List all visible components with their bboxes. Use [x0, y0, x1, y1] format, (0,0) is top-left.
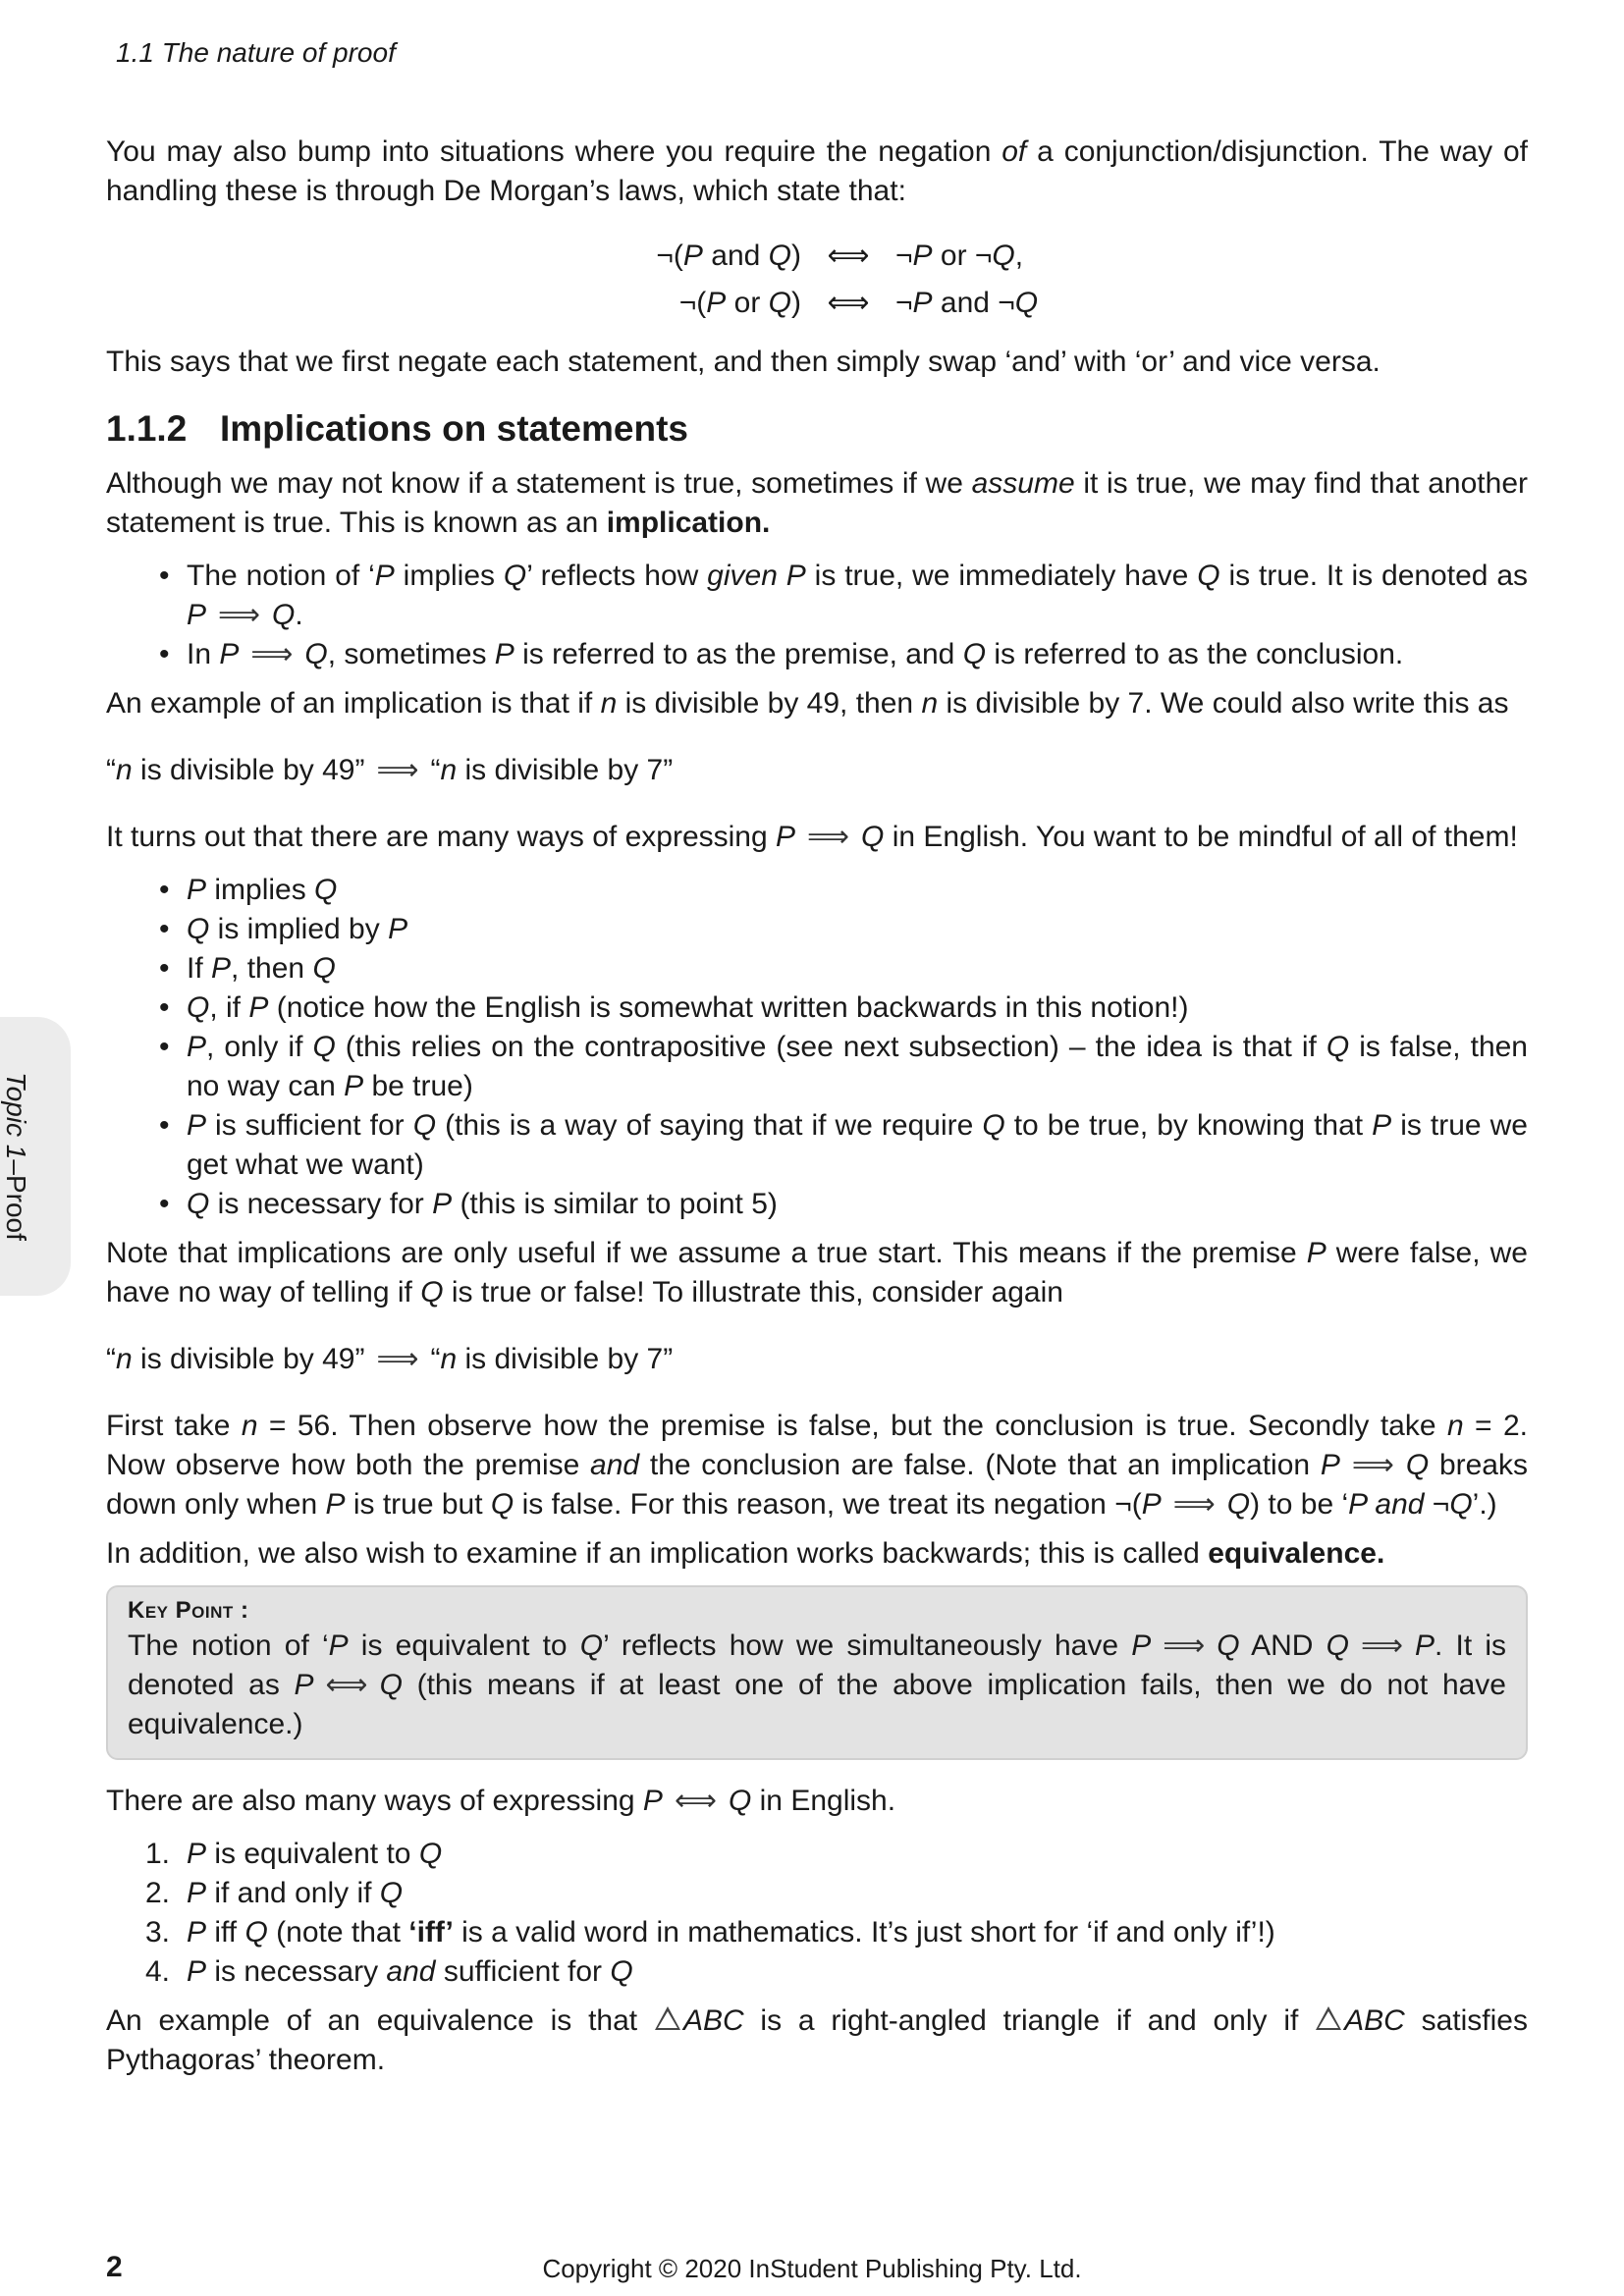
text: a conjunction/disjunction. The way of handling these is through De Morgan’s laws, which state that:	[106, 135, 1528, 207]
implies-arrow: ⟹	[250, 638, 294, 670]
section-title: Implications on statements	[220, 408, 688, 449]
text-italic: of	[1001, 135, 1027, 168]
implication-ways-list	[106, 871, 1528, 1224]
display-implication: “n is divisible by 49” ⟹ “n is divisible by 7”	[106, 751, 1528, 790]
section-number: 1.1.2	[106, 408, 188, 449]
list-item: • The notion of ‘P implies Q’ reflects how given P is true, we immediately have Q is true. It is denoted as P ⟹ Q.	[187, 557, 1528, 635]
list-item: • P, only if Q (this relies on the contrapositive (see next subsection) – the idea is that if Q is false, then no way can P be true)	[187, 1028, 1528, 1106]
implies-arrow: ⟹	[1172, 1488, 1216, 1521]
de-morgan-row-1	[106, 233, 1528, 280]
list-item: 4. P is necessary and sufficient for Q	[145, 1955, 633, 1988]
side-tab	[0, 1017, 71, 1296]
section-heading	[106, 403, 1528, 454]
paragraph-ways: It turns out that there are many ways of expressing P ⟹ Q in English. You want to be mindful of all of them!	[106, 818, 1528, 857]
implies-arrow: ⟹	[376, 754, 419, 786]
triangle-icon	[655, 2006, 680, 2030]
paragraph-note: Note that implications are only useful if we assume a true start. This means if the premise P were false, we have no way of telling if Q is true or false! To illustrate this, consider again	[106, 1237, 1528, 1308]
list-item: • Q is implied by P	[187, 910, 1528, 949]
side-tab-sep: –	[1, 1159, 31, 1175]
key-point-title: Key Point :	[128, 1597, 249, 1624]
list-item: • Q, if P (notice how the English is somewhat written backwards in this notion!)	[187, 988, 1528, 1028]
key-point-body: The notion of ‘P is equivalent to Q’ reflects how we simultaneously have P ⟹ Q AND Q ⟹ P. It is denoted as P ⟺ Q (this means if at least one of the above implication fails, then we do not have equivalence.)	[128, 1627, 1506, 1744]
implies-arrow: ⟹	[1360, 1629, 1403, 1662]
paragraph-example: An example of an implication is that if n is divisible by 49, then n is divisible by 7. We could also write this as	[106, 687, 1509, 720]
list-item: • Q is necessary for P (this is similar to point 5)	[187, 1185, 1528, 1224]
paragraph-equivalence: In addition, we also wish to examine if an implication works backwards; this is called equivalence.	[106, 1537, 1385, 1570]
implication-bullets	[106, 557, 1528, 674]
list-item: • P implies Q	[187, 871, 1528, 910]
implies-arrow: ⟹	[1351, 1449, 1394, 1481]
side-tab-name: Proof	[1, 1174, 31, 1241]
side-tab-topic: Topic 1	[1, 1072, 31, 1160]
de-morgan-lhs: ¬(P or Q)	[678, 287, 801, 319]
implies-arrow: ⟹	[218, 599, 261, 631]
paragraph-first-take: First take n = 56. Then observe how the premise is false, but the conclusion is true. Secondly take n = 2. Now observe how both the premise and the conclusion are false. (Note that an implication P ⟹ Q breaks down only when P is true but Q is false. For this reason, we treat its negation ¬(P ⟹ Q) to be ‘P and ¬Q’.)	[106, 1407, 1528, 1524]
equivalence-ways-list	[106, 1835, 1528, 1992]
implies-arrow: ⟹	[1163, 1629, 1206, 1662]
iff-arrow: ⟺	[827, 240, 870, 272]
iff-arrow: ⟺	[325, 1669, 368, 1701]
running-head: 1.1 The nature of proof	[116, 37, 396, 68]
list-item: • In P ⟹ Q, sometimes P is referred to as the premise, and Q is referred to as the conclusion.	[187, 635, 1528, 674]
de-morgan-laws	[106, 233, 1528, 327]
main-content	[106, 133, 1528, 2080]
list-item: • P is sufficient for Q (this is a way of saying that if we require Q to be true, by knowing that P is true we get what we want)	[187, 1106, 1528, 1185]
implies-arrow: ⟹	[807, 821, 850, 853]
paragraph-intro	[106, 133, 1528, 211]
de-morgan-rhs: ¬P and ¬Q	[895, 287, 1039, 319]
de-morgan-lhs: ¬(P and Q)	[656, 240, 801, 272]
key-point-box	[106, 1585, 1528, 1760]
text: You may also bump into situations where you require the negation	[106, 135, 1002, 168]
iff-arrow: ⟺	[674, 1785, 717, 1817]
side-tab-label	[0, 1017, 51, 1296]
de-morgan-row-2	[106, 280, 1528, 327]
list-item: • If P, then Q	[187, 949, 1528, 988]
list-item: 1. P is equivalent to Q	[145, 1838, 443, 1870]
iff-arrow: ⟺	[827, 287, 870, 319]
display-implication: “n is divisible by 49” ⟹ “n is divisible by 7”	[106, 1340, 1528, 1379]
paragraph-triangle-example: An example of an equivalence is that ABC is a right-angled triangle if and only if ABC satisfies Pythagoras’ theorem.	[106, 2004, 1528, 2076]
paragraph-de-morgan: This says that we first negate each statement, and then simply swap ‘and’ with ‘or’ and vice versa.	[106, 346, 1380, 378]
implies-arrow: ⟹	[376, 1343, 419, 1375]
list-item: 2. P if and only if Q	[145, 1877, 404, 1909]
page-number: 2	[106, 2251, 123, 2283]
list-item: 3. P iff Q (note that ‘iff’ is a valid word in mathematics. It’s just short for ‘if and only if’!)	[145, 1916, 1275, 1949]
paragraph-implication: Although we may not know if a statement is true, sometimes if we assume it is true, we may find that another statement is true. This is known as an implication.	[106, 467, 1528, 539]
copyright-notice: Copyright © 2020 InStudent Publishing Pty. Ltd.	[542, 2254, 1082, 2283]
de-morgan-rhs: ¬P or ¬Q,	[895, 240, 1024, 272]
paragraph-equivalence-ways: There are also many ways of expressing P ⟺ Q in English.	[106, 1782, 1528, 1821]
triangle-icon	[1316, 2006, 1341, 2030]
